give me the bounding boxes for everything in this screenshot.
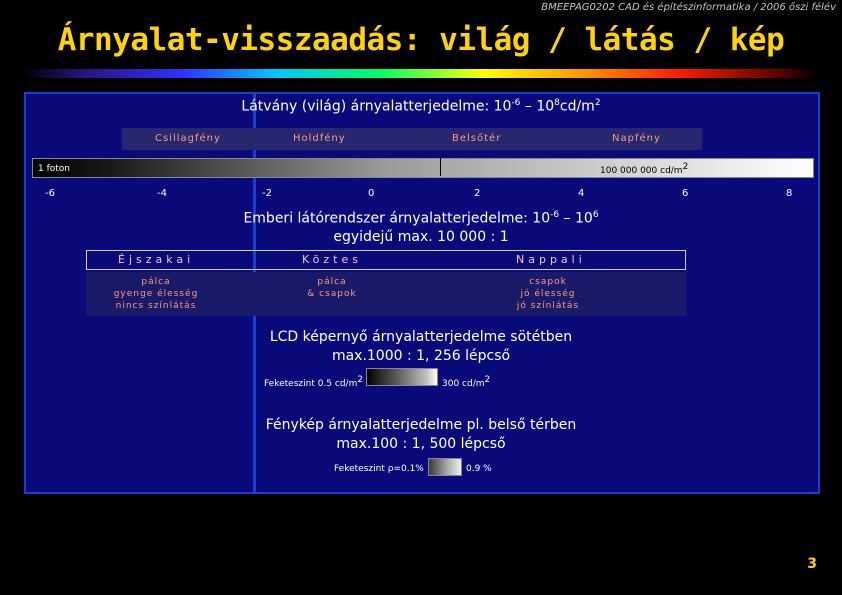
vision-mesopic-description: pálca & csapok [307, 277, 357, 299]
vision-night-label: Éjszakai [118, 253, 195, 266]
photo-black-level: Feketeszint ρ=0.1% [334, 464, 424, 474]
vision-mesopic-label: Köztes [302, 253, 362, 266]
range-moonlight: Holdfény [293, 133, 346, 144]
rainbow-divider [22, 69, 818, 78]
lcd-black-level: Feketeszint 0.5 $cd/m^2$ [264, 375, 364, 389]
photo-heading: Fénykép árnyalatterjedelme pl. belső térben [265, 417, 577, 433]
page-number: 3 [807, 556, 817, 572]
photo-white-level: 0.9 % [466, 464, 492, 474]
tick-label: -4 [157, 188, 167, 199]
luminance-max-label: 100 000 000 $cd/m^2$ [600, 162, 689, 176]
tick-label: -6 [45, 188, 55, 199]
lcd-heading: LCD képernyő árnyalatterjedelme sötétben [269, 329, 573, 345]
page-title: Árnyalat-visszaadás: világ / látás / kép [57, 22, 785, 58]
range-starlight: Csillagfény [155, 133, 221, 144]
luminance-marker [440, 158, 441, 176]
photo-subheading: max.100 : 1, 500 lépcső [336, 436, 506, 452]
luminance-min-label: 1 foton [38, 164, 71, 174]
tick-label: 4 [578, 188, 585, 199]
vision-day-label: Nappali [516, 253, 586, 266]
vision-day-description: csapok jó élesség jó színlátás [516, 277, 580, 311]
vision-subheading: egyidejű max. 10 000 : 1 [333, 229, 509, 245]
lcd-white-level: 300 $cd/m^2$ [442, 375, 491, 389]
lcd-gray-gradient [366, 368, 438, 386]
luminance-gradient-bar [32, 158, 814, 178]
tick-label: -2 [262, 188, 272, 199]
range-indoor: Belsőtér [452, 133, 502, 144]
tick-label: 6 [682, 188, 689, 199]
world-heading: Látvány (világ) árnyalatterjedelme: $10^{-6} - 10^8cd/m^2$ [241, 98, 601, 115]
range-sunlight: Napfény [612, 133, 661, 144]
lcd-subheading: max.1000 : 1, 256 lépcső [331, 348, 511, 364]
tick-label: 2 [474, 188, 481, 199]
tick-label: 0 [368, 188, 375, 199]
vision-night-description: pálca gyenge élesség nincs színlátás [113, 277, 199, 311]
course-header: BMEEPAG0202 CAD és építészinformatika / 2006 őszi félév [541, 2, 836, 13]
vision-heading: Emberi látórendszer árnyalatterjedelme: $10^{-6} - 10^6$ [243, 210, 599, 227]
tick-label: 8 [786, 188, 793, 199]
photo-gray-gradient [428, 458, 462, 476]
